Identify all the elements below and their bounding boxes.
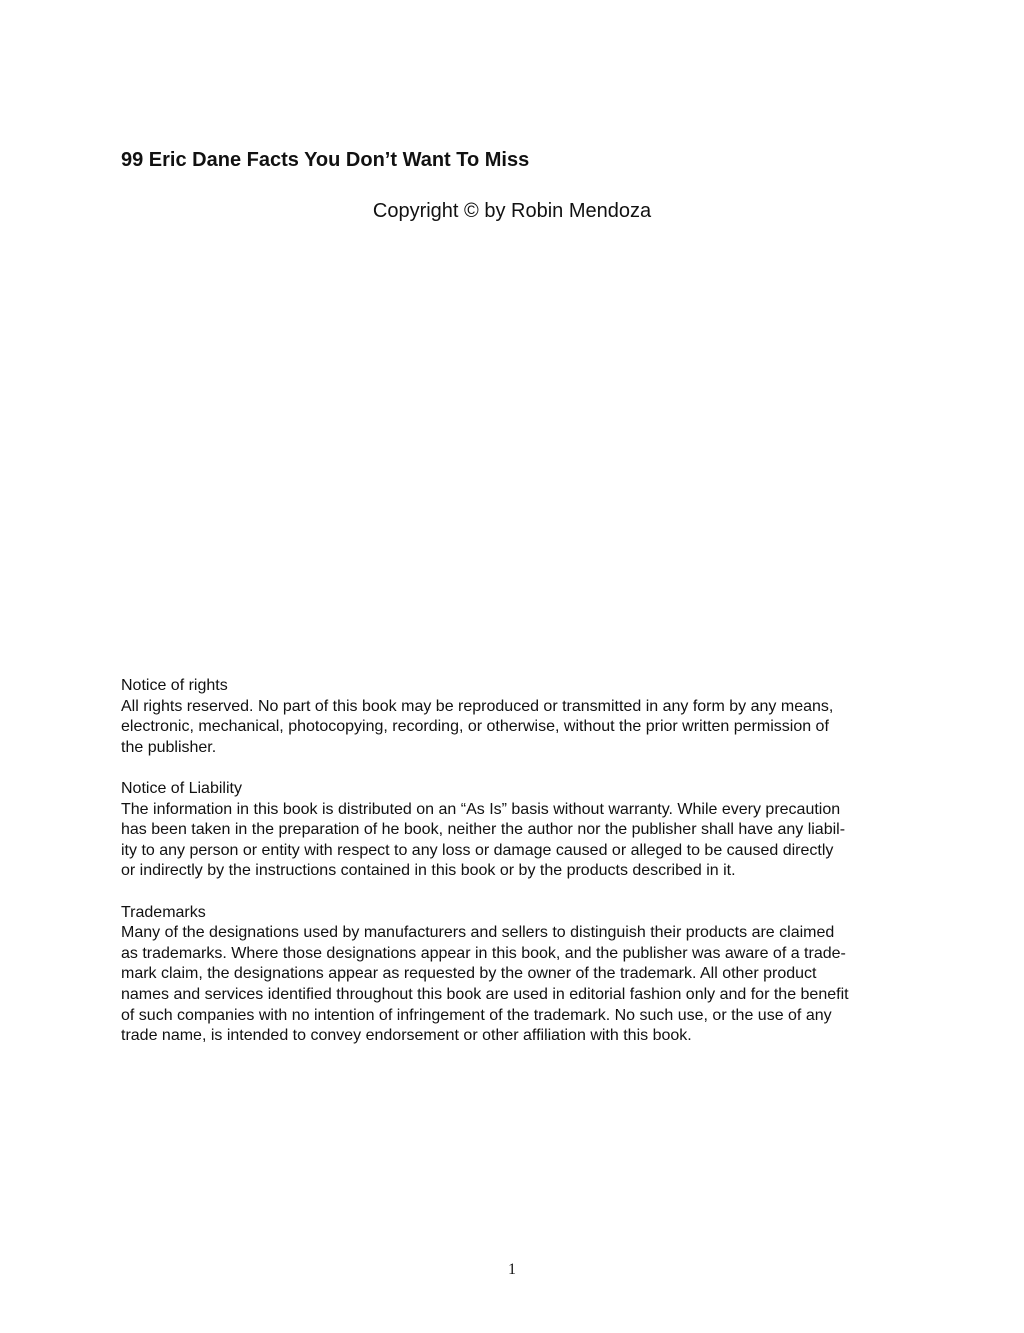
notice-text-line: or indirectly by the instructions contained in this book or by the products described in it. [121,862,736,880]
notice-text-line: electronic, mechanical, photocopying, recording, or otherwise, without the prior written permission of [121,718,829,736]
notice-text-line: trade name, is intended to convey endorsement or other affiliation with this book. [121,1027,692,1045]
legal-notices [121,676,911,1067]
copyright-line: Copyright © by Robin Mendoza [372,200,652,222]
notice-of-liability [121,779,911,882]
notice-text-line: Many of the designations used by manufacturers and sellers to distinguish their products are claimed [121,924,835,942]
notice-text-line: ity to any person or entity with respect to any loss or damage caused or alleged to be caused directly [121,841,834,859]
notice-text-line: the publisher. [121,738,217,756]
notice-text-line: has been taken in the preparation of he book, neither the author nor the publisher shall have any liabil- [121,821,846,839]
notice-text-line: names and services identified throughout this book are used in editorial fashion only and for the benefit [121,985,849,1003]
notice-text-line: of such companies with no intention of infringement of the trademark. No such use, or the use of any [121,1006,832,1024]
notice-heading: Notice of Liability [121,779,242,797]
book-title: 99 Eric Dane Facts You Don’t Want To Miss [121,149,530,171]
notice-text-line: The information in this book is distributed on an “As Is” basis without warranty. While every precaution [121,800,841,818]
notice-heading: Notice of rights [121,677,228,694]
notice-heading: Trademarks [121,903,206,921]
trademarks-notice [121,903,911,1047]
notice-text-line: All rights reserved. No part of this book may be reproduced or transmitted in any form by any means, [121,697,834,715]
notice-text-line: mark claim, the designations appear as requested by the owner of the trademark. All other product [121,965,817,983]
page-number: 1 [508,1261,516,1278]
notice-text-line: as trademarks. Where those designations appear in this book, and the publisher was aware of a trade- [121,944,846,962]
notice-of-rights [121,676,911,758]
